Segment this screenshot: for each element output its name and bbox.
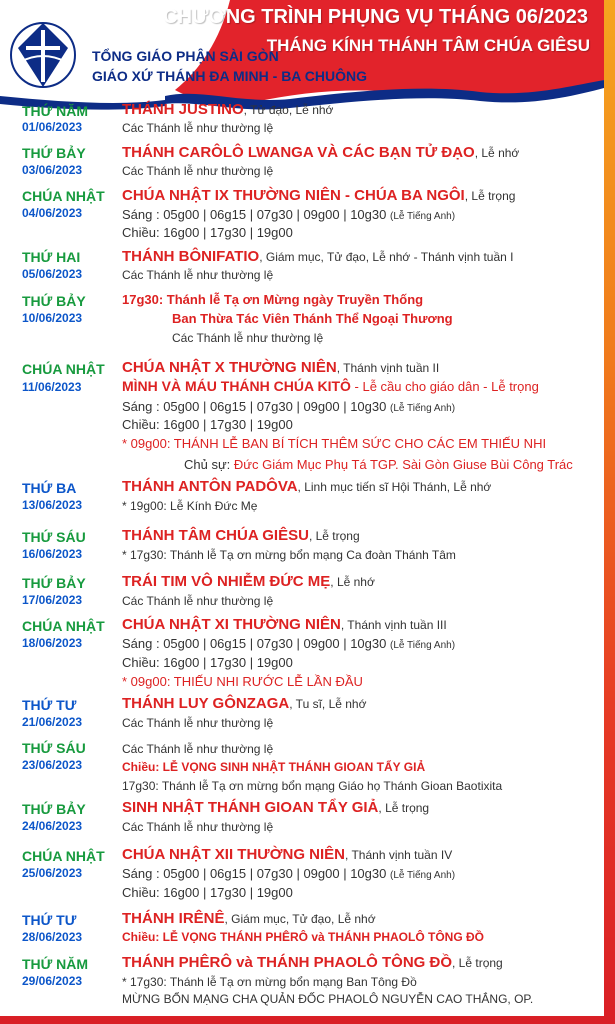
feast-title: MÌNH VÀ MÁU THÁNH CHÚA KITÔ [122,378,351,394]
entry-line: Các Thánh lễ như thường lệ [122,268,274,282]
date-label: 04/06/2023 [22,206,83,220]
mass-times-evening: Chiều: 16g00 | 17g30 | 19g00 [122,655,293,670]
feast-note: , Thánh vịnh tuần IV [345,848,453,862]
feast-title: CHÚA NHẬT X THƯỜNG NIÊN [122,359,337,376]
entry-line: * 17g30: Thánh lễ Tạ ơn mừng bổn mạng Ban Tông Đồ [122,975,417,989]
day-label: THỨ TƯ [22,912,77,928]
day-label: CHÚA NHẬT [22,188,105,204]
feast-title: CHÚA NHẬT XI THƯỜNG NIÊN [122,616,341,633]
entry-title-line [122,910,376,928]
day-label: THỨ BẢY [22,575,86,591]
feast-note: , Lễ trọng [378,801,430,815]
day-label: THỨ SÁU [22,740,86,756]
mass-times-morning: Sáng : 05g00 | 06g15 | 07g30 | 09g00 | 10g30 (Lễ Tiếng Anh) [122,399,456,414]
feast-note: , Giám mục, Tử đạo, Lễ nhớ [224,912,376,926]
entry-line: Các Thánh lễ như thường lệ [172,331,324,345]
date-label: 24/06/2023 [22,819,83,833]
mass-times-evening: Chiều: 16g00 | 17g30 | 19g00 [122,225,293,240]
day-label: THỨ BẢY [22,293,86,309]
date-label: 01/06/2023 [22,120,83,134]
date-label: 28/06/2023 [22,930,83,944]
vigil-line: Chiều: LỄ VỌNG SINH NHẬT THÁNH GIOAN TẨY GIẢ [122,760,426,774]
feast-title: CHÚA NHẬT XII THƯỜNG NIÊN [122,846,346,863]
entry-title-line [122,101,333,119]
entry-line: Các Thánh lễ như thường lệ [122,716,274,730]
feast-note: , Lễ trọng [452,956,503,970]
day-label: THỨ NĂM [22,956,89,972]
mass-times-morning: Sáng : 05g00 | 06g15 | 07g30 | 09g00 | 10g30 (Lễ Tiếng Anh) [122,636,456,651]
entry-title-line [122,359,439,377]
date-label: 05/06/2023 [22,267,83,281]
entry-title-line [122,954,503,972]
first-communion-note: * 09g00: THIẾU NHI RƯỚC LỄ LẦN ĐẦU [122,674,363,689]
date-label: 11/06/2023 [22,380,82,394]
date-label: 21/06/2023 [22,715,83,729]
entry-line: Các Thánh lễ như thường lệ [122,742,274,756]
feast-note: , Lễ nhớ [474,146,520,160]
entry-line: * 17g30: Thánh lễ Tạ ơn mừng bổn mạng Ca đoàn Thánh Tâm [122,548,456,562]
feast-title: THÁNH PHÊRÔ và THÁNH PHAOLÔ TÔNG ĐỒ [122,954,453,971]
entry-title-line [122,573,375,591]
feast-title: THÁNH IRÊNÊ [122,910,225,927]
entry-line: 17g30: Thánh lễ Tạ ơn mừng bổn mạng Giáo họ Thánh Gioan Baotixita [122,779,503,793]
entry-title-line [122,248,513,266]
entry-line: Các Thánh lễ như thường lệ [122,121,274,135]
day-label: THỨ BA [22,480,77,496]
entry-line: Các Thánh lễ như thường lệ [122,820,274,834]
day-label: CHÚA NHẬT [22,848,105,864]
mass-times-evening: Chiều: 16g00 | 17g30 | 19g00 [122,417,293,432]
special-mass-line: 17g30: Thánh lễ Tạ ơn Mừng ngày Truyền Thống [122,292,424,307]
feast-title: THÁNH TÂM CHÚA GIÊSU [122,527,309,544]
entry-line: MỪNG BỔN MẠNG CHA QUẢN ĐỐC PHAOLÔ NGUYỄN CAO THẮNG, OP. [122,992,534,1006]
entry-title-line-2 [122,378,539,396]
date-label: 25/06/2023 [22,866,83,880]
feast-note: , Giám mục, Tử đạo, Lễ nhớ - Thánh vịnh tuần I [259,250,514,264]
day-label: CHÚA NHẬT [22,361,105,377]
date-label: 29/06/2023 [22,974,83,988]
feast-note: , Thánh vịnh tuần II [336,361,440,375]
date-label: 16/06/2023 [22,547,83,561]
date-label: 10/06/2023 [22,311,83,325]
entry-line: Các Thánh lễ như thường lệ [122,164,274,178]
entry-title-line [122,478,491,496]
entry-title-line [122,187,515,205]
feast-note: , Tu sĩ, Lễ nhớ [289,697,367,711]
special-mass-line: Ban Thừa Tác Viên Thánh Thể Ngoại Thương [172,311,453,326]
feast-title: THÁNH LUY GÔNZAGA [122,695,290,712]
feast-note: , Linh mục tiến sĩ Hội Thánh, Lễ nhớ [297,480,492,494]
day-label: THỨ BẢY [22,145,86,161]
entry-title-line [122,846,452,864]
feast-note: , Lễ nhớ [330,575,375,589]
feast-title: THÁNH ANTÔN PADÔVA [122,478,298,495]
date-label: 23/06/2023 [22,758,83,772]
feast-title: THÁNH BÔNIFATIO [122,248,260,265]
date-label: 17/06/2023 [22,593,83,607]
parish-logo-icon [8,20,78,90]
entry-title-line [122,616,447,634]
entry-title-line [122,695,366,713]
confirmation-note: * 09g00: THÁNH LỄ BAN BÍ TÍCH THÊM SỨC CHO CÁC EM THIẾU NHI [122,436,547,451]
feast-note: , Lễ trọng [308,529,360,543]
day-label: THỨ BẢY [22,801,86,817]
mass-times-morning: Sáng : 05g00 | 06g15 | 07g30 | 09g00 | 10g30 (Lễ Tiếng Anh) [122,207,456,222]
mass-times-evening: Chiều: 16g00 | 17g30 | 19g00 [122,885,293,900]
archdiocese-name: TỔNG GIÁO PHẬN SÀI GÒN [92,48,279,64]
day-label: CHÚA NHẬT [22,618,105,634]
date-label: 03/06/2023 [22,163,83,177]
feast-note: , Thánh vịnh tuần III [340,618,447,632]
date-label: 18/06/2023 [22,636,83,650]
feast-note: , Lễ trọng [464,189,516,203]
entry-title-line [122,527,360,545]
schedule-title: CHƯƠNG TRÌNH PHỤNG VỤ THÁNG 06/2023 [163,6,588,28]
feast-title: TRÁI TIM VÔ NHIỄM ĐỨC MẸ [122,573,331,590]
day-label: THỨ HAI [22,249,81,265]
entry-title-line [122,799,429,817]
feast-title: SINH NHẬT THÁNH GIOAN TẨY GIẢ [122,799,379,816]
feast-title: THÁNH CARÔLÔ LWANGA VÀ CÁC BẠN TỬ ĐẠO [122,144,475,161]
day-label: THỨ TƯ [22,697,77,713]
month-dedication: THÁNG KÍNH THÁNH TÂM CHÚA GIÊSU [266,36,590,55]
date-label: 13/06/2023 [22,498,83,512]
vigil-line: Chiều: LỄ VỌNG THÁNH PHÊRÔ và THÁNH PHAOLÔ TÔNG ĐỒ [122,930,485,944]
feast-title: THÁNH JUSTINO [122,101,244,118]
day-label: THỨ SÁU [22,529,86,545]
mass-times-morning: Sáng : 05g00 | 06g15 | 07g30 | 09g00 | 10g30 (Lễ Tiếng Anh) [122,866,456,881]
celebrant-line: Chủ sự: Đức Giám Mục Phụ Tá TGP. Sài Gòn Giuse Bùi Công Trác [184,457,573,472]
feast-note: - Lễ cầu cho giáo dân - Lễ trọng [350,379,539,394]
day-label: THỨ NĂM [22,103,89,119]
entry-title-line [122,144,519,162]
entry-line: Các Thánh lễ như thường lệ [122,594,274,608]
feast-title: CHÚA NHẬT IX THƯỜNG NIÊN - CHÚA BA NGÔI [122,187,465,204]
parish-name: GIÁO XỨ THÁNH ĐA MINH - BA CHUÔNG [92,68,368,84]
entry-line: * 19g00: Lễ Kính Đức Mẹ [122,499,258,513]
feast-note: , Tử đạo, Lễ nhớ [243,103,334,117]
